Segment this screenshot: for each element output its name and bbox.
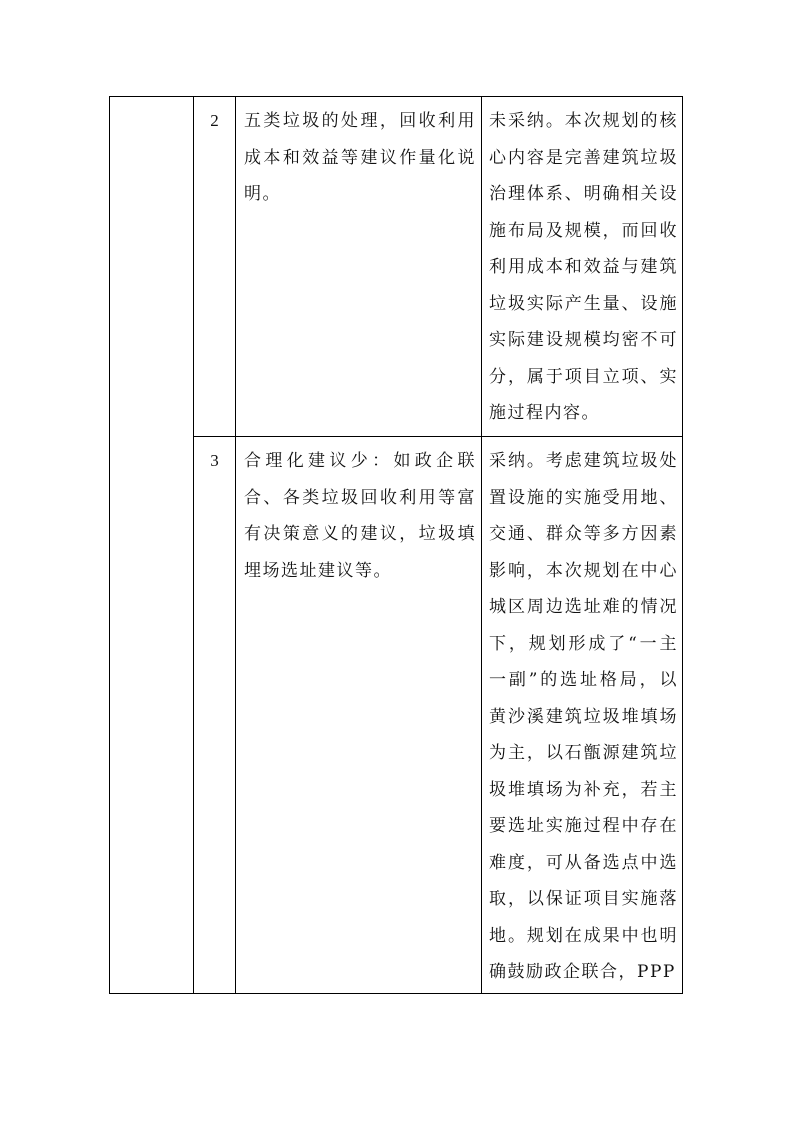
- reply-cell: [482, 437, 683, 994]
- row-number: [194, 437, 236, 994]
- reply-cell: [482, 97, 683, 437]
- suggestion-cell: [236, 437, 482, 994]
- suggestion-text: 合理化建议少：如政企联合、各类垃圾回收利用等富有决策意义的建议，垃圾填埋场选址建议等。: [244, 451, 476, 581]
- suggestion-cell: [236, 97, 482, 437]
- row-number-text: 2: [210, 111, 219, 130]
- table-row: [110, 437, 683, 994]
- reply-text: 未采纳。本次规划的核心内容是完善建筑垃圾治理体系、明确相关设施布局及规模，而回收利用成本和效益与建筑垃圾实际产生量、设施实际建设规模均密不可分，属于项目立项、实施过程内容。: [489, 111, 678, 423]
- row-number: [194, 97, 236, 437]
- reply-text: 采纳。考虑建筑垃圾处置设施的实施受用地、交通、群众等多方因素影响，本次规划在中心城区周边选址难的情况下，规划形成了“一主一副”的选址格局，以黄沙溪建筑垃圾堆填场为主，以石甑源建筑垃圾堆填场为补充，若主要选址实施过程中存在难度，可从备选点中选取，以保证项目实施落地。规划在成果中也明确鼓励政企联合，PPP: [489, 451, 678, 982]
- table-row: [110, 97, 683, 437]
- category-cell: [110, 97, 194, 994]
- row-number-text: 3: [210, 451, 219, 470]
- opinion-table: [109, 96, 683, 994]
- suggestion-text: 五类垃圾的处理，回收利用成本和效益等建议作量化说明。: [244, 111, 476, 204]
